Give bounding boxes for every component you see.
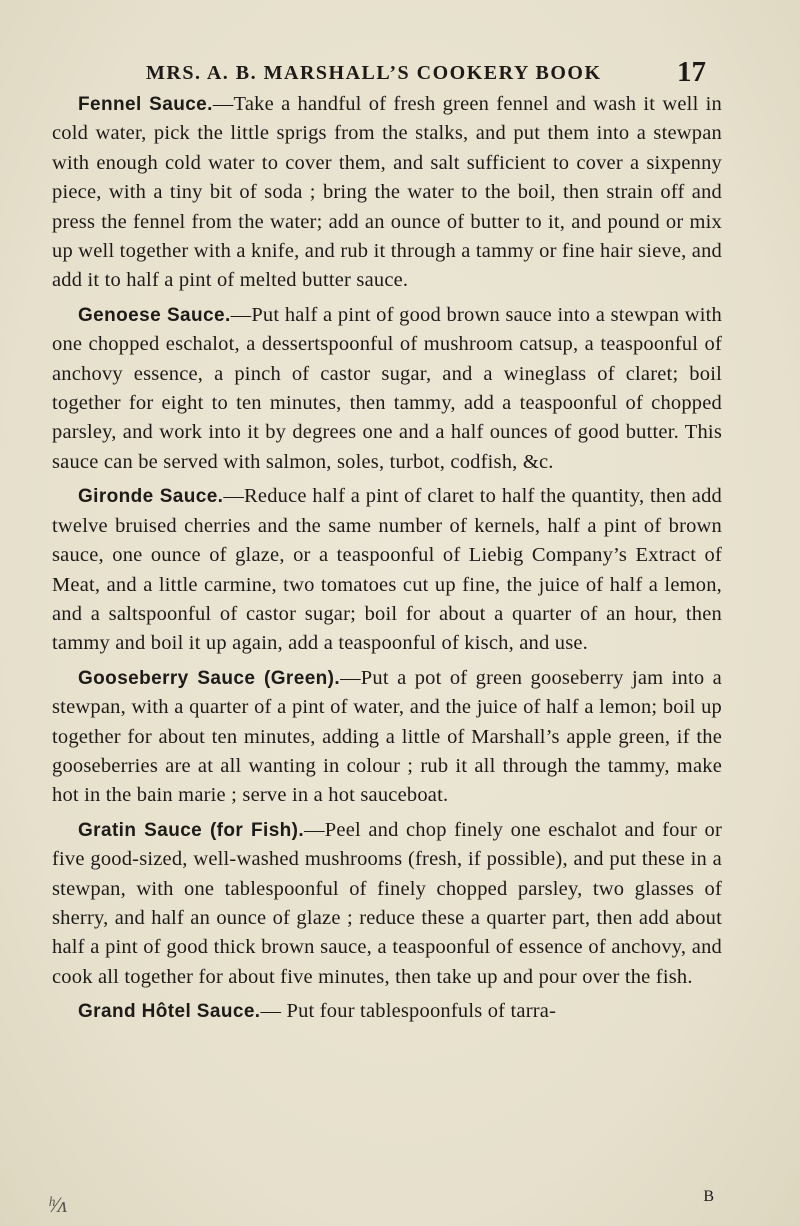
recipe-title: Fennel Sauce. bbox=[78, 94, 213, 115]
recipe-body: —Reduce half a pint of claret to half the quantity, then add twelve bruised cherries and the same number of kernels, half a pint of brown sauce, one ounce of glaze, or a teaspoonful of Liebig Company’s Extract of Meat, and a little carmine, two tomatoes cut up fine, the juice of half a lemon, and a saltspoonful of castor sugar; boil for about a quarter of an hour, then tammy and boil it up again, add a teaspoonful of kisch, and use. bbox=[52, 485, 723, 655]
printer-signature-mark: B bbox=[703, 1188, 714, 1205]
recipe-title: Gooseberry Sauce (Green). bbox=[78, 667, 341, 689]
recipe-title: Genoese Sauce. bbox=[78, 304, 231, 326]
recipe-fennel-sauce bbox=[52, 90, 722, 296]
recipe-text-column bbox=[52, 90, 722, 1032]
recipe-body: —Peel and chop finely one eschalot and four or five good-sized, well-washed mushrooms (fresh, if possible), and put these in a stewpan, with one tablespoonful of finely chopped parsley, two glasses of sherry, and half an ounce of glaze ; reduce these a quarter part, then add about half a pint of good thick brown sauce, a teaspoonful of essence of anchovy, and cook all together for about five minutes, then take up and pour over the fish. bbox=[52, 818, 723, 988]
running-head: MRS. A. B. MARSHALL’S COOKERY BOOK bbox=[146, 62, 602, 84]
recipe-title: Gratin Sauce (for Fish). bbox=[78, 819, 305, 841]
recipe-grand-hotel-sauce bbox=[52, 997, 722, 1026]
recipe-gratin-sauce bbox=[52, 816, 722, 992]
handwritten-mark: ʰ⁄ᴧ bbox=[48, 1192, 67, 1217]
recipe-body: —Put a pot of green gooseberry jam into a stewpan, with a quarter of a pint of water, and the juice of half a lemon; boil up together for about ten minutes, adding a little of Marshall’s apple green, if the gooseberries are at all wanting in colour ; rub it all through the tammy, make hot in the bain marie ; serve in a hot sauceboat. bbox=[52, 666, 722, 807]
recipe-title: Grand Hôtel Sauce. bbox=[78, 1001, 261, 1023]
page-number: 17 bbox=[677, 56, 706, 88]
recipe-genoese-sauce bbox=[52, 301, 722, 477]
recipe-body: —Put half a pint of good brown sauce into a stewpan with one chopped eschalot, a dessertspoonful of mushroom catsup, a teaspoonful of anchovy essence, a pinch of castor sugar, and a wineglass of claret; boil together for eight to ten minutes, then tammy, add a teaspoonful of chopped parsley, and work into it by degrees one and a half ounces of good butter. This sauce can be served with salmon, soles, turbot, codfish, &c. bbox=[52, 303, 722, 473]
recipe-body: —Take a handful of fresh green fennel and wash it well in cold water, pick the little sprigs from the stalks, and put them into a stewpan with enough cold water to cover them, and salt sufficient to cover a sixpenny piece, with a tiny bit of soda ; bring the water to the boil, then strain off and press the fennel from the water; add an ounce of butter to it, and pound or mix up well together with a knife, and rub it through a tammy or fine hair sieve, and add it to half a pint of melted butter sauce. bbox=[52, 93, 723, 292]
recipe-gironde-sauce bbox=[52, 482, 722, 658]
recipe-gooseberry-sauce bbox=[52, 664, 722, 811]
recipe-body: — Put four tablespoonfuls of tarra- bbox=[260, 1000, 557, 1023]
recipe-title: Gironde Sauce. bbox=[78, 486, 224, 508]
